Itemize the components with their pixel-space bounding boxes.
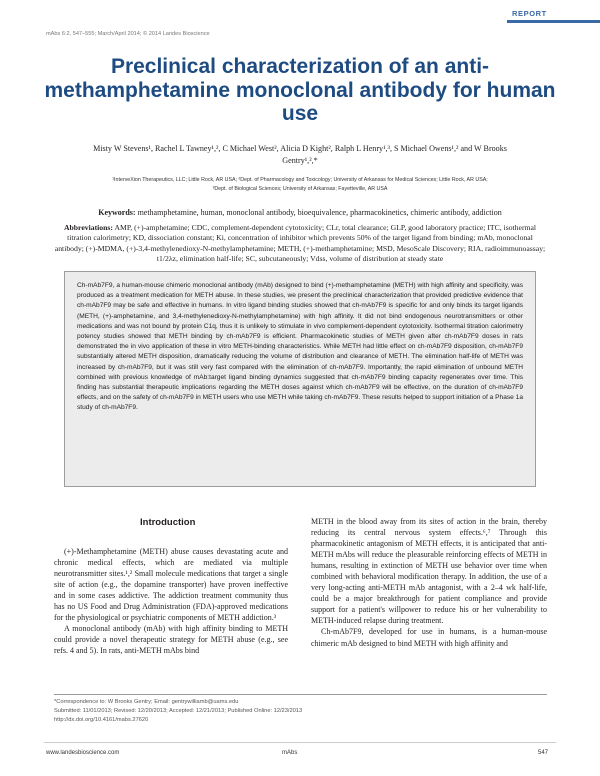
intro-column-left xyxy=(54,546,288,656)
journal-citation: mAbs 6:2, 547–555; March/April 2014; © 2014 Landes Bioscience xyxy=(46,31,210,37)
footnote xyxy=(54,698,547,724)
paragraph: A monoclonal antibody (mAb) with high affinity binding to METH could provide a novel therapeutic strategy for METH abuse (e.g., see refs. 4 and 5). In rats, anti-METH mAbs bind xyxy=(54,624,288,656)
footnote-rule xyxy=(54,694,547,695)
paragraph: (+)-Methamphetamine (METH) abuse causes devastating acute and chronic medical effects, which are mediated via multiple neurotransmitter sites.¹,² Small molecule medications that target a single site of action (e.g., the dopamine transporter) have proven ineffective and in some cases addictive. The addiction treatment community thus has no US Food and Drug Administration (FDA)-approved medications for the physiological or psychiatric components of METH addiction.³ xyxy=(54,547,288,623)
keywords-text: methamphetamine, human, monoclonal antibody, bioequivalence, pharmacokinetics, chimeric antibody, addiction xyxy=(137,208,502,217)
abstract-text: Ch-mAb7F9, a human-mouse chimeric monoclonal antibody (mAb) designed to bind (+)-methamphetamine (METH) with high affinity and specificity, was produced as a treatment medication for METH abuse. In these studies, we present the preclinical characterization that provided predictive evidence that ch-mAb7F9 may be safe and effective in humans. In vitro ligand binding studies showed that ch-mAb7F9 is specific for and only binds its target ligands (METH, (+)-amphetamine, and 3,4-methylenedioxy-N-methylamphetamine) with high affinity. It did not bind endogenous neurotransmitters or other medications and was not bound by protein C1q, thus it is unlikely to stimulate in vivo complement-dependent cytotoxicity. Isothermal titration calorimetry potency studies showed that METH binding by ch-mAb7F9 is efficient. Pharmacokinetic studies of METH given after ch-mAb7F9 doses in rats demonstrated the in vivo application of these in vitro METH-binding characteristics. While METH had little effect on ch-mAb7F9 disposition, ch-mAb7F9 substantially altered METH disposition, dramatically reducing the volume of distribution and clearance of METH. The elimination half-life of METH was increased by ch-mAb7F9, but it was still very fast compared with the elimination of ch-mAb7F9. Importantly, the rapid elimination of unbound METH combined with previous knowledge of mAb:target ligand binding dynamics suggested that ch-mAb7F9 binding capacity regenerates over time. This finding has substantial therapeutic implications regarding the METH doses against which ch-mAb7F9 will be effective, on the duration of ch-mAb7F9 effects, and on the safety of ch-mAb7F9 in METH users who use METH while taking ch-mAb7F9. These results helped to support initiation of a Phase 1a study of ch-mAb7F9. xyxy=(77,282,523,412)
affiliation-line: ³Dept. of Biological Sciences; University of Arkansas; Fayetteville, AR USA xyxy=(212,186,388,192)
keywords-label: Keywords: xyxy=(98,208,136,217)
paragraph: Ch-mAb7F9, developed for use in humans, is a human-mouse chimeric mAb designed to bind METH with high affinity and xyxy=(311,627,547,648)
section-heading: Introduction xyxy=(140,517,196,528)
footer-website[interactable]: www.landesbioscience.com xyxy=(46,750,120,756)
affiliation-line: ¹InterveXion Therapeutics, LLC; Little Rock, AR USA; ²Dept. of Pharmacology and Toxicology; University of Arkansas for Medical Sciences; Little Rock, AR USA; xyxy=(112,177,488,183)
affiliations xyxy=(90,176,510,194)
abbreviations-text: AMP, (+)-amphetamine; CDC, complement-dependent cytotoxicity; CLr, total clearance; GLP, good laboratory practice; ITC, isothermal titration calorimetry; KD, dissociation constant; Ki, concentration of inhibitor which prevents 50% of the target ligand from binding; mAb, monoclonal antibody; (+)-MDMA, (+)-3,4-methylenedioxy-N-methylamphetamine; METH, (+)-methamphetamine; MSD, MesoScale Discovery; RIA, radioimmunoassay; t1/2λz, elimination half-life; SC, subcutaneously; Vdss, volume of distribution at steady state xyxy=(54,223,546,263)
correspondence: *Correspondence to: W Brooks Gentry; Email: gentrywilliamb@uams.edu xyxy=(54,699,239,705)
author-list: Misty W Stevens¹, Rachel L Tawney¹,², C Michael West², Alicia D Kight², Ralph L Henry¹,³, S Michael Owens¹,² and W Brooks Gentry¹,²,* xyxy=(93,144,507,165)
header-rule xyxy=(507,20,600,23)
abbreviations xyxy=(53,223,547,264)
submission-dates: Submitted: 11/01/2013; Revised: 12/20/2013; Accepted: 12/21/2013; Published Online: 12/23/2013 xyxy=(54,707,303,714)
footer-journal: mAbs xyxy=(282,750,298,756)
article-title: Preclinical characterization of an anti-methamphetamine monoclonal antibody for human use xyxy=(44,55,556,125)
section-label: REPORT xyxy=(512,9,547,18)
paragraph: METH in the blood away from its sites of action in the brain, thereby reducing its central nervous system effects.⁶,⁷ Through this pharmacokinetic antagonism of METH effects, it is anticipated that anti-METH mAbs will reduce the pleasurable reinforcing effects of METH in humans, resulting in extinction of METH use behavior over time when combined with behavioral modification therapy. In addition, the use of a very long-acting anti-METH mAb antagonist, with a 2–4 wk half-life, could be a major breakthrough for patient compliance and provide support for a patient's willpower to reduce his or her vulnerability to METH-induced relapse during treatment. xyxy=(311,517,547,626)
abbreviations-label: Abbreviations: xyxy=(63,223,113,232)
footer-rule xyxy=(44,742,556,743)
page-number: 547 xyxy=(538,750,549,756)
keywords xyxy=(53,207,547,218)
intro-column-right xyxy=(311,516,547,649)
doi-link[interactable]: http://dx.doi.org/10.4161/mabs.27620 xyxy=(54,716,149,723)
